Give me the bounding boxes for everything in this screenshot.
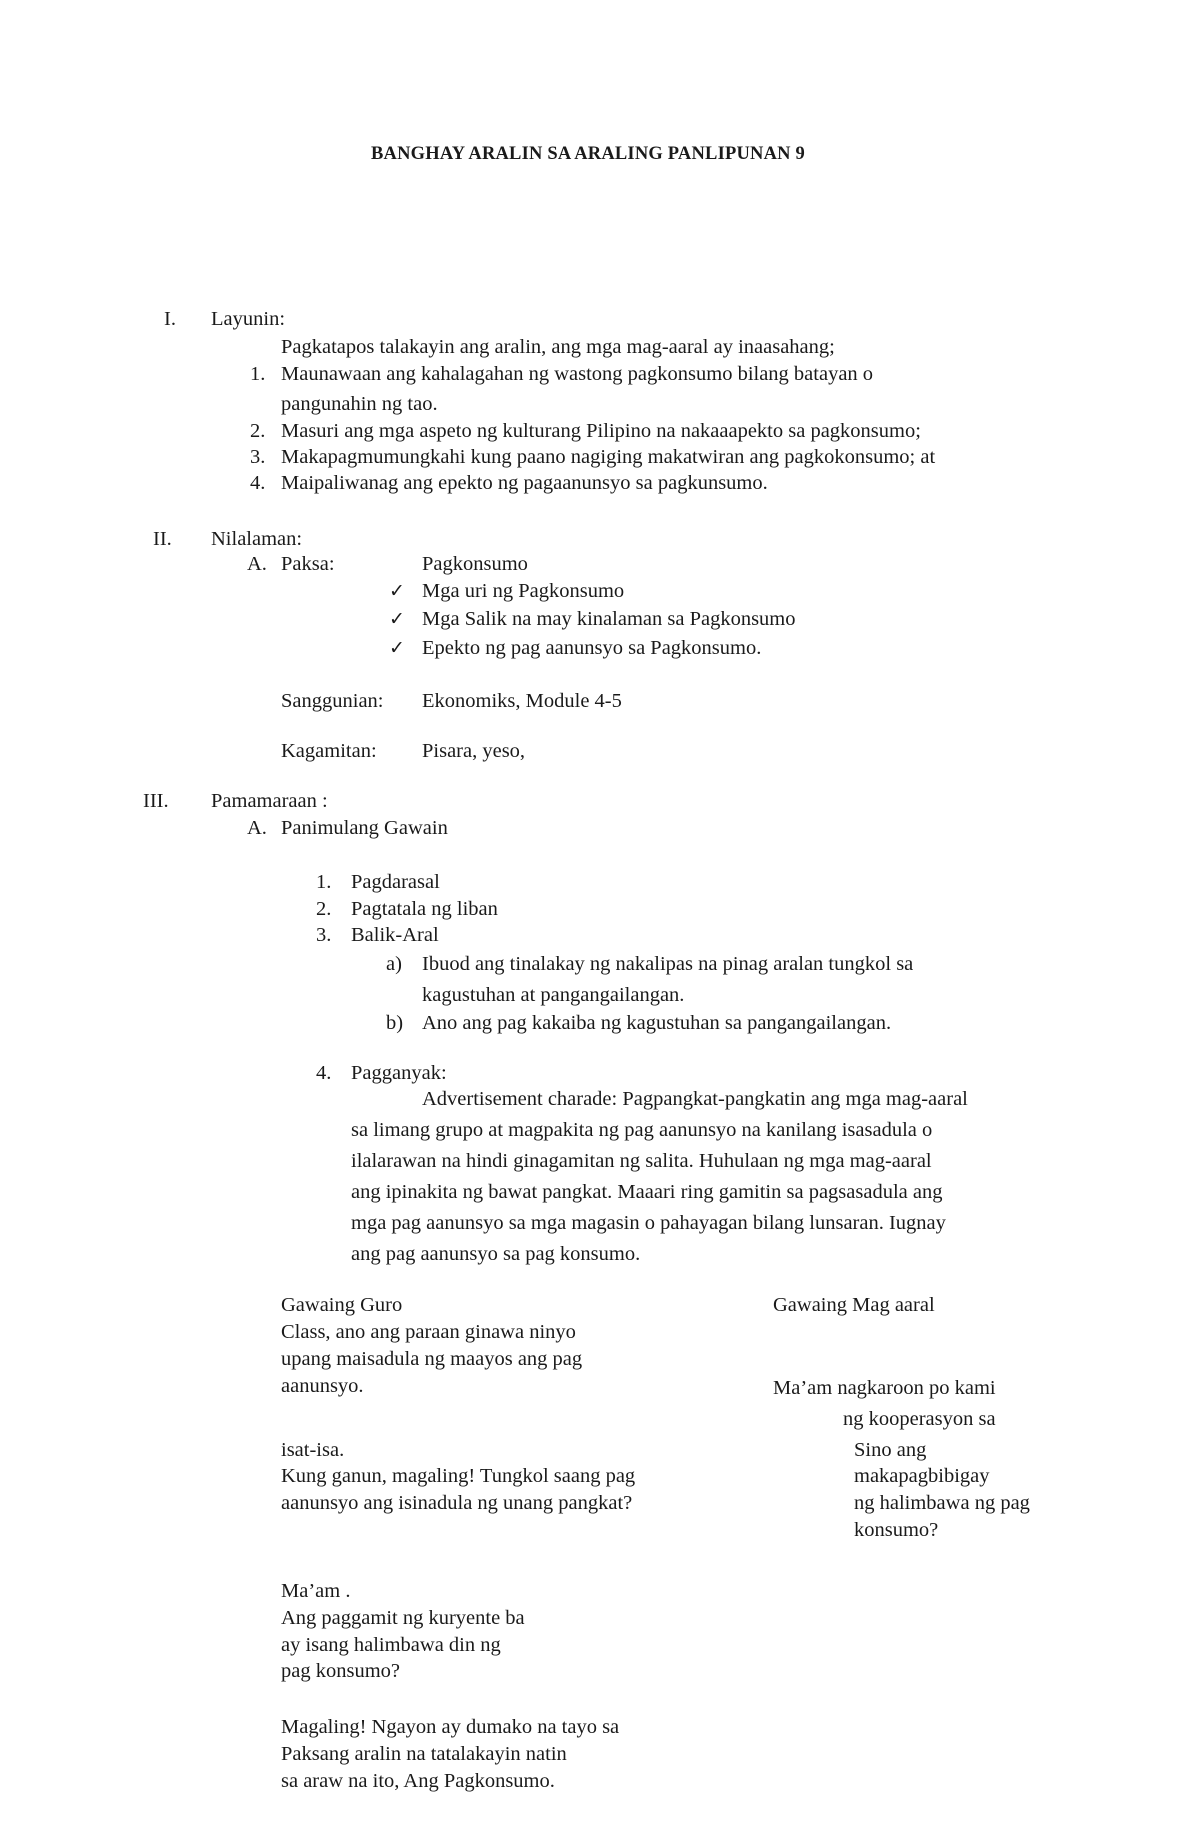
magaaral-line: ng halimbawa ng pag: [854, 1492, 1030, 1514]
step-number: 2.: [316, 898, 332, 920]
step-text: Balik-Aral: [351, 924, 439, 946]
objective-text: Makapagmumungkahi kung paano nagiging makatwiran ang pagkokonsumo; at: [281, 446, 936, 468]
objective-text: pangunahin ng tao.: [281, 393, 438, 415]
magaaral-column-heading: Gawaing Mag aaral: [773, 1294, 935, 1316]
guro-line: isat-isa.: [281, 1439, 345, 1461]
objective-number: 3.: [250, 446, 266, 468]
guro-line: Ma’am .: [281, 1580, 351, 1602]
guro-line: Kung ganun, magaling! Tungkol saang pag: [281, 1465, 636, 1487]
step-number: 4.: [316, 1062, 332, 1084]
check-icon: ✓: [389, 637, 405, 659]
paksa-value: Pagkonsumo: [422, 553, 528, 575]
step-text: Pagdarasal: [351, 871, 440, 893]
paragraph-line: ang ipinakita ng bawat pangkat. Maaari ring gamitin sa pagsasadula ang: [351, 1181, 943, 1203]
guro-line: Ang paggamit ng kuryente ba: [281, 1607, 525, 1629]
kagamitan-value: Pisara, yeso,: [422, 740, 526, 762]
step-number: 1.: [316, 871, 332, 893]
sub-item-text: Ibuod ang tinalakay ng nakalipas na pinag aralan tungkol sa: [422, 953, 914, 975]
paksa-letter: A.: [247, 553, 267, 575]
sub-item-text: kagustuhan at pangangailangan.: [422, 984, 685, 1006]
section-3-numeral: III.: [143, 790, 169, 812]
section-2-heading: Nilalaman:: [211, 528, 303, 550]
sub-item-letter: a): [386, 953, 402, 975]
sanggunian-label: Sanggunian:: [281, 690, 384, 712]
objective-text: Maipaliwanag ang epekto ng pagaanunsyo sa pagkunsumo.: [281, 472, 768, 494]
page-title: BANGHAY ARALIN SA ARALING PANLIPUNAN 9: [371, 144, 806, 164]
objective-text: Maunawaan ang kahalagahan ng wastong pagkonsumo bilang batayan o: [281, 363, 874, 385]
objectives-intro: Pagkatapos talakayin ang aralin, ang mga mag-aaral ay inaasahang;: [281, 336, 835, 358]
objective-number: 4.: [250, 472, 266, 494]
section-1-numeral: I.: [164, 308, 176, 330]
checklist-item: Epekto ng pag aanunsyo sa Pagkonsumo.: [422, 637, 762, 659]
check-icon: ✓: [389, 580, 405, 602]
section-1-heading: Layunin:: [211, 308, 286, 330]
sub-heading: Panimulang Gawain: [281, 817, 448, 839]
objective-number: 1.: [250, 363, 266, 385]
sub-item-letter: b): [386, 1012, 404, 1034]
guro-line: pag konsumo?: [281, 1660, 400, 1682]
magaaral-line: ng kooperasyon sa: [843, 1408, 996, 1430]
paksa-label: Paksa:: [281, 553, 335, 575]
section-2-numeral: II.: [153, 528, 172, 550]
paragraph-line: mga pag aanunsyo sa mga magasin o pahayagan bilang lunsaran. Iugnay: [351, 1212, 946, 1234]
magaaral-line: Sino ang: [854, 1439, 927, 1461]
guro-line: aanunsyo ang isinadula ng unang pangkat?: [281, 1492, 633, 1514]
guro-line: upang maisadula ng maayos ang pag: [281, 1348, 583, 1370]
kagamitan-label: Kagamitan:: [281, 740, 377, 762]
checklist-item: Mga uri ng Pagkonsumo: [422, 580, 625, 602]
step-number: 3.: [316, 924, 332, 946]
sub-letter: A.: [247, 817, 267, 839]
objective-number: 2.: [250, 420, 266, 442]
check-icon: ✓: [389, 608, 405, 630]
objective-text: Masuri ang mga aspeto ng kulturang Pilipino na nakaaapekto sa pagkonsumo;: [281, 420, 921, 442]
magaaral-line: konsumo?: [854, 1519, 939, 1541]
step-text: Pagtatala ng liban: [351, 898, 498, 920]
paragraph-line: ilalarawan na hindi ginagamitan ng salita. Huhulaan ng mga mag-aaral: [351, 1150, 932, 1172]
guro-line: Magaling! Ngayon ay dumako na tayo sa: [281, 1716, 620, 1738]
step-text: Pagganyak:: [351, 1062, 447, 1084]
guro-line: sa araw na ito, Ang Pagkonsumo.: [281, 1770, 555, 1792]
paragraph-line: Advertisement charade: Pagpangkat-pangkatin ang mga mag-aaral: [422, 1088, 968, 1110]
checklist-item: Mga Salik na may kinalaman sa Pagkonsumo: [422, 608, 796, 630]
sub-item-text: Ano ang pag kakaiba ng kagustuhan sa pangangailangan.: [422, 1012, 892, 1034]
sanggunian-value: Ekonomiks, Module 4-5: [422, 690, 622, 712]
guro-column-heading: Gawaing Guro: [281, 1294, 403, 1316]
paragraph-line: sa limang grupo at magpakita ng pag aanunsyo na kanilang isasadula o: [351, 1119, 933, 1141]
paragraph-line: ang pag aanunsyo sa pag konsumo.: [351, 1243, 641, 1265]
guro-line: ay isang halimbawa din ng: [281, 1634, 501, 1656]
magaaral-line: makapagbibigay: [854, 1465, 990, 1487]
guro-line: Class, ano ang paraan ginawa ninyo: [281, 1321, 576, 1343]
section-3-heading: Pamamaraan :: [211, 790, 328, 812]
guro-line: Paksang aralin na tatalakayin natin: [281, 1743, 567, 1765]
guro-line: aanunsyo.: [281, 1375, 364, 1397]
magaaral-line: Ma’am nagkaroon po kami: [773, 1377, 996, 1399]
